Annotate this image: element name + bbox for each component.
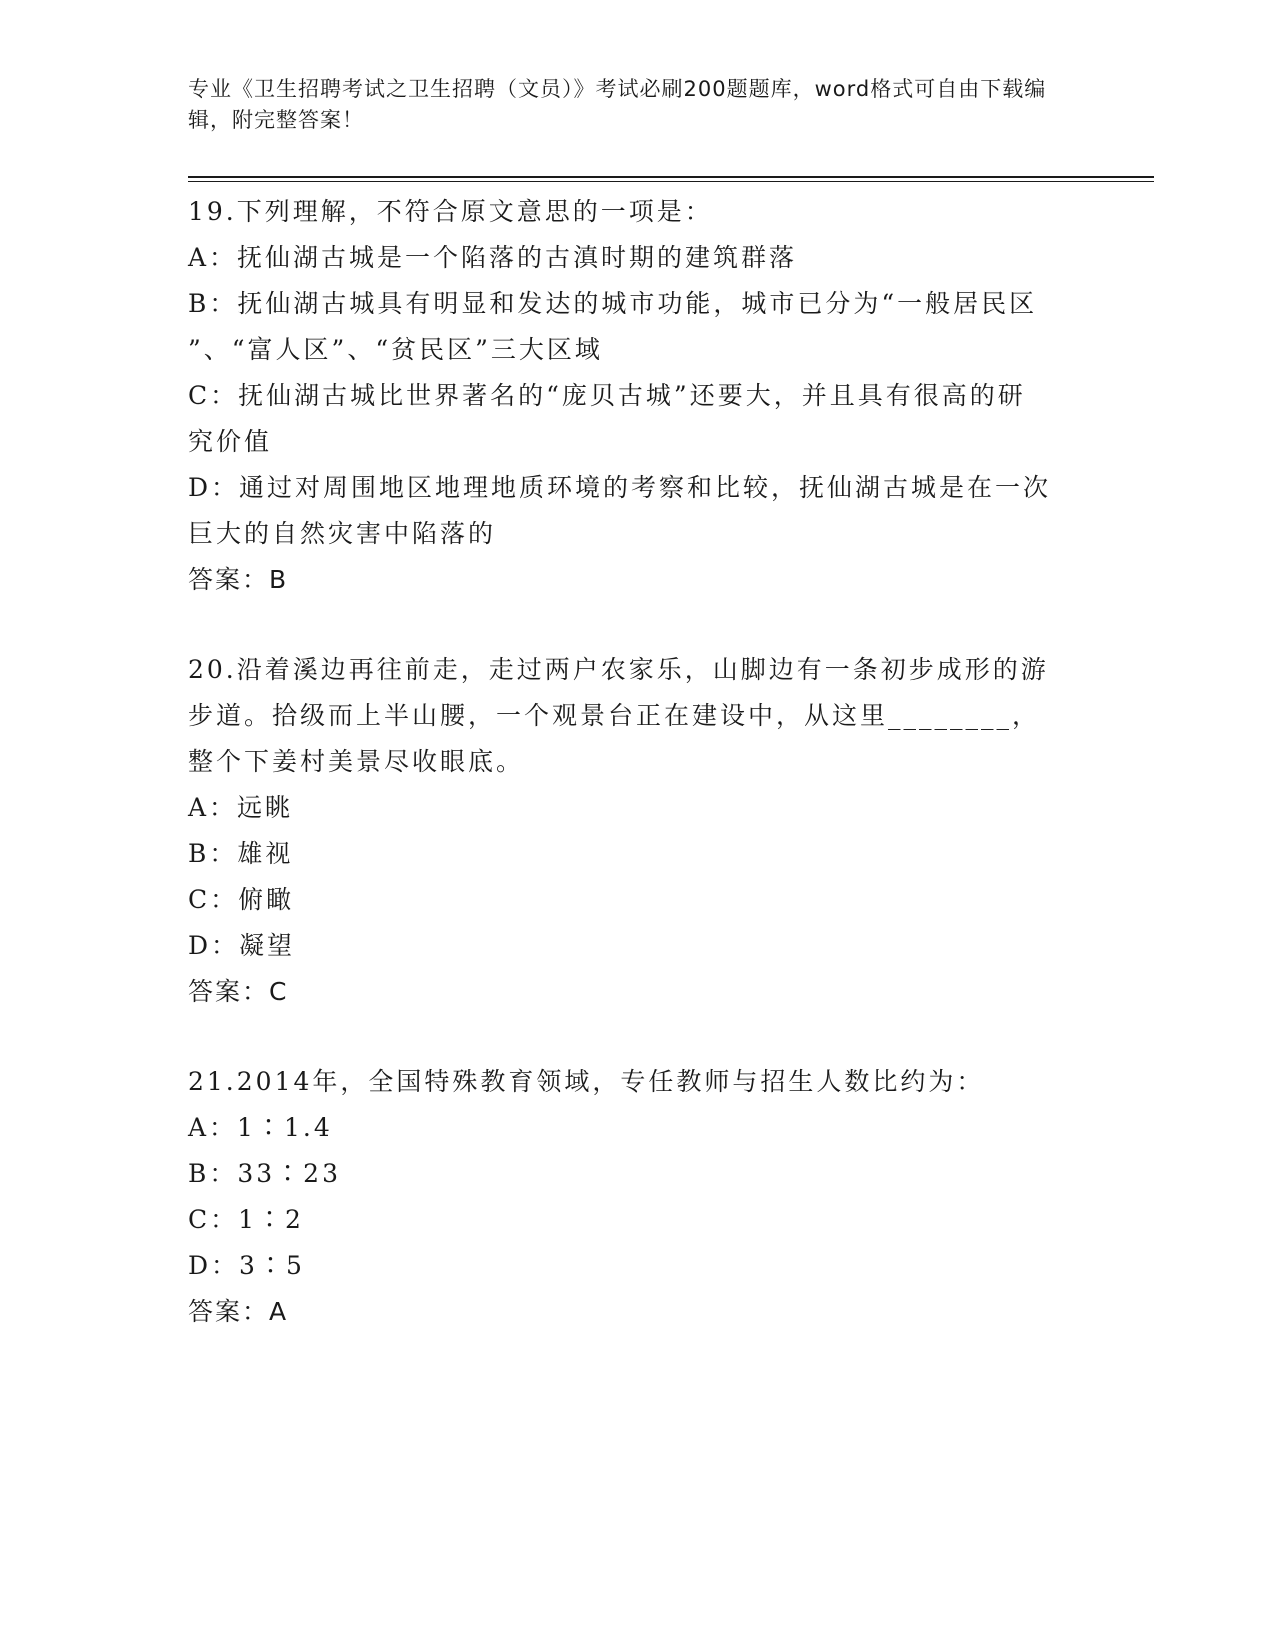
question-stem: 步道。拾级而上半山腰，一个观景台正在建设中，从这里________， [188,701,1041,730]
question-stem: 21.2014年，全国特殊教育领域，专任教师与招生人数比约为： [188,1067,985,1096]
option-line: C：抚仙湖古城比世界著名的“庞贝古城”还要大，并且具有很高的研 [188,381,1026,410]
option-c [188,373,1088,465]
question-stem: 20.沿着溪边再往前走，走过两户农家乐，山脚边有一条初步成形的游 [188,655,1049,684]
option-line: 巨大的自然灾害中陷落的 [188,519,497,548]
header-divider-thick [188,176,1154,178]
answer-key: 答案：A [188,1297,289,1326]
option-d [188,1243,1088,1289]
option-line: D：3∶5 [188,1251,305,1280]
option-line: C：俯瞰 [188,885,295,914]
question-spacer [188,603,1088,647]
option-b [188,1151,1088,1197]
question-19 [188,189,1088,603]
option-d [188,923,1088,969]
document-header: 专业《卫生招聘考试之卫生招聘（文员）》考试必刷200题题库，word格式可自由下载编辑，附完整答案！ [188,77,1047,132]
option-a [188,235,1088,281]
option-c [188,877,1088,923]
header-divider-thin [188,181,1154,182]
option-c [188,1197,1088,1243]
option-a [188,785,1088,831]
answer-key: 答案：B [188,565,289,594]
option-line: A：抚仙湖古城是一个陷落的古滇时期的建筑群落 [188,243,798,272]
option-line: B：雄视 [188,839,294,868]
option-line: B：33∶23 [188,1159,341,1188]
option-line: B：抚仙湖古城具有明显和发达的城市功能，城市已分为“一般居民区 [188,289,1038,318]
option-d [188,465,1088,557]
question-stem: 整个下姜村美景尽收眼底。 [188,747,525,776]
option-b [188,281,1088,373]
option-line: A：远眺 [188,793,294,822]
option-a [188,1105,1088,1151]
option-b [188,831,1088,877]
question-stem: 19.下列理解，不符合原文意思的一项是： [188,197,713,226]
question-spacer [188,1015,1088,1059]
answer-key: 答案：C [188,977,289,1006]
question-list [188,189,1088,1335]
option-line: D：凝望 [188,931,296,960]
option-line: A：1∶1.4 [188,1113,333,1142]
option-line: D：通过对周围地区地理地质环境的考察和比较，抚仙湖古城是在一次 [188,473,1052,502]
option-line: 究价值 [188,427,273,456]
question-20 [188,647,1088,1015]
option-line: ”、“富人区”、“贫民区”三大区域 [188,335,603,364]
option-line: C：1∶2 [188,1205,304,1234]
question-21 [188,1059,1088,1335]
